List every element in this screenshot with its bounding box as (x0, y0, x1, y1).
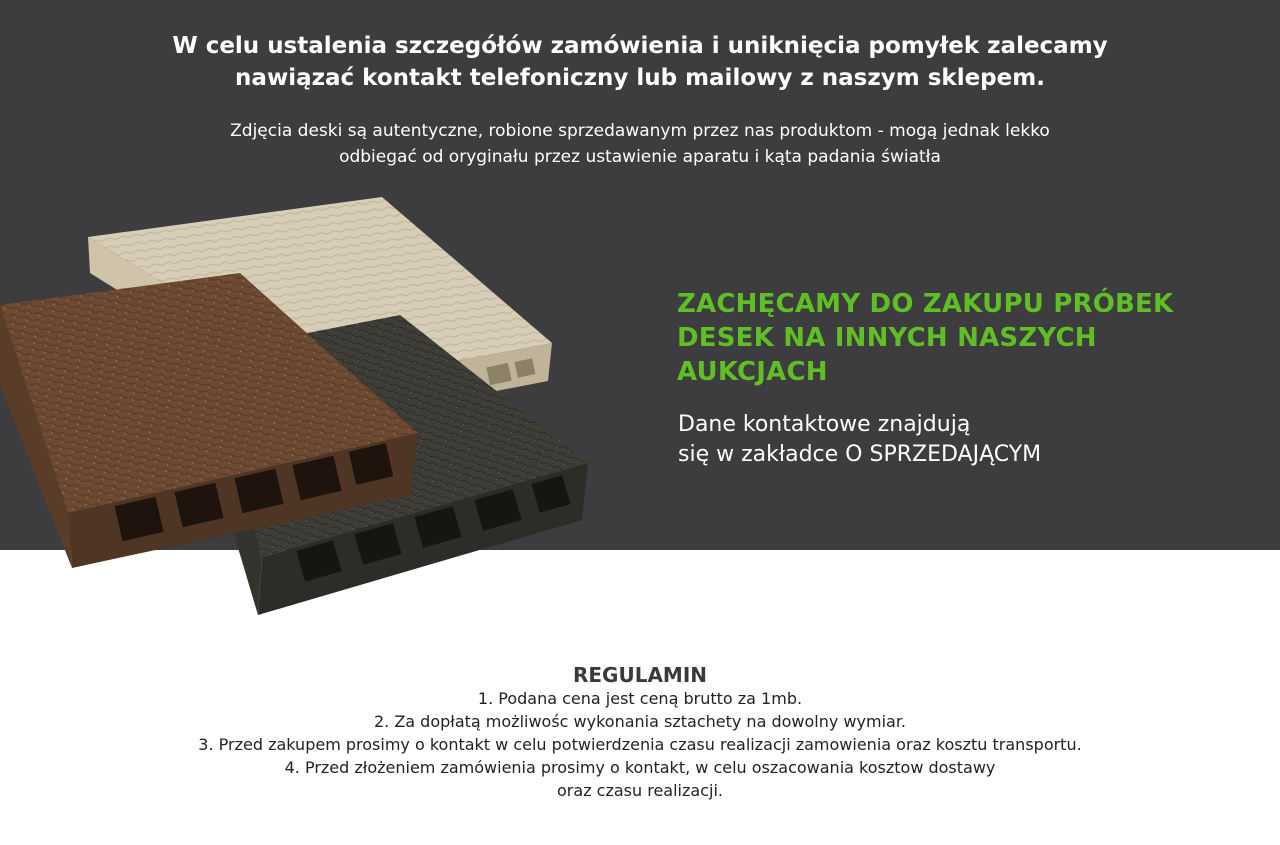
headline (0, 30, 1280, 94)
headline-line-1: W celu ustalenia szczegółów zamówienia i uniknięcia pomyłek zalecamy (172, 33, 1108, 59)
contact-line-2: się w zakładce O SPRZEDAJĄCYM (678, 442, 1042, 467)
contact-line-1: Dane kontaktowe znajdują (678, 412, 971, 437)
rules-item-3: 3. Przed zakupem prosimy o kontakt w celu potwierdzenia czasu realizacji zamowienia oraz kosztu transportu. (198, 735, 1082, 754)
photo-disclaimer-line-1: Zdjęcia deski są autentyczne, robione sprzedawanym przez nas produktom - mogą jednak lekko (230, 121, 1050, 141)
promo-line-3: AUKCJACH (677, 357, 828, 387)
promo-heading (677, 287, 1257, 389)
photo-disclaimer (0, 118, 1280, 170)
rules-list (0, 687, 1280, 802)
promo-line-1: ZACHĘCAMY DO ZAKUPU PRÓBEK (677, 289, 1174, 319)
rules-item-4: 4. Przed złożeniem zamówienia prosimy o kontakt, w celu oszacowania kosztow dostawy (284, 758, 996, 777)
promo-line-2: DESEK NA INNYCH NASZYCH (677, 323, 1097, 353)
photo-disclaimer-line-2: odbiegać od oryginału przez ustawienie aparatu i kąta padania światła (339, 147, 941, 167)
rules-item-2: 2. Za dopłatą możliwośc wykonania sztachety na dowolny wymiar. (373, 712, 907, 731)
headline-line-2: nawiązać kontakt telefoniczny lub mailowy z naszym sklepem. (235, 65, 1045, 91)
contact-info (678, 410, 1238, 470)
rules-item-1: 1. Podana cena jest ceną brutto za 1mb. (477, 689, 803, 708)
rules-title: REGULAMIN (572, 663, 708, 687)
decking-boards-image (0, 195, 600, 625)
rules-item-4-cont: oraz czasu realizacji. (557, 781, 723, 800)
